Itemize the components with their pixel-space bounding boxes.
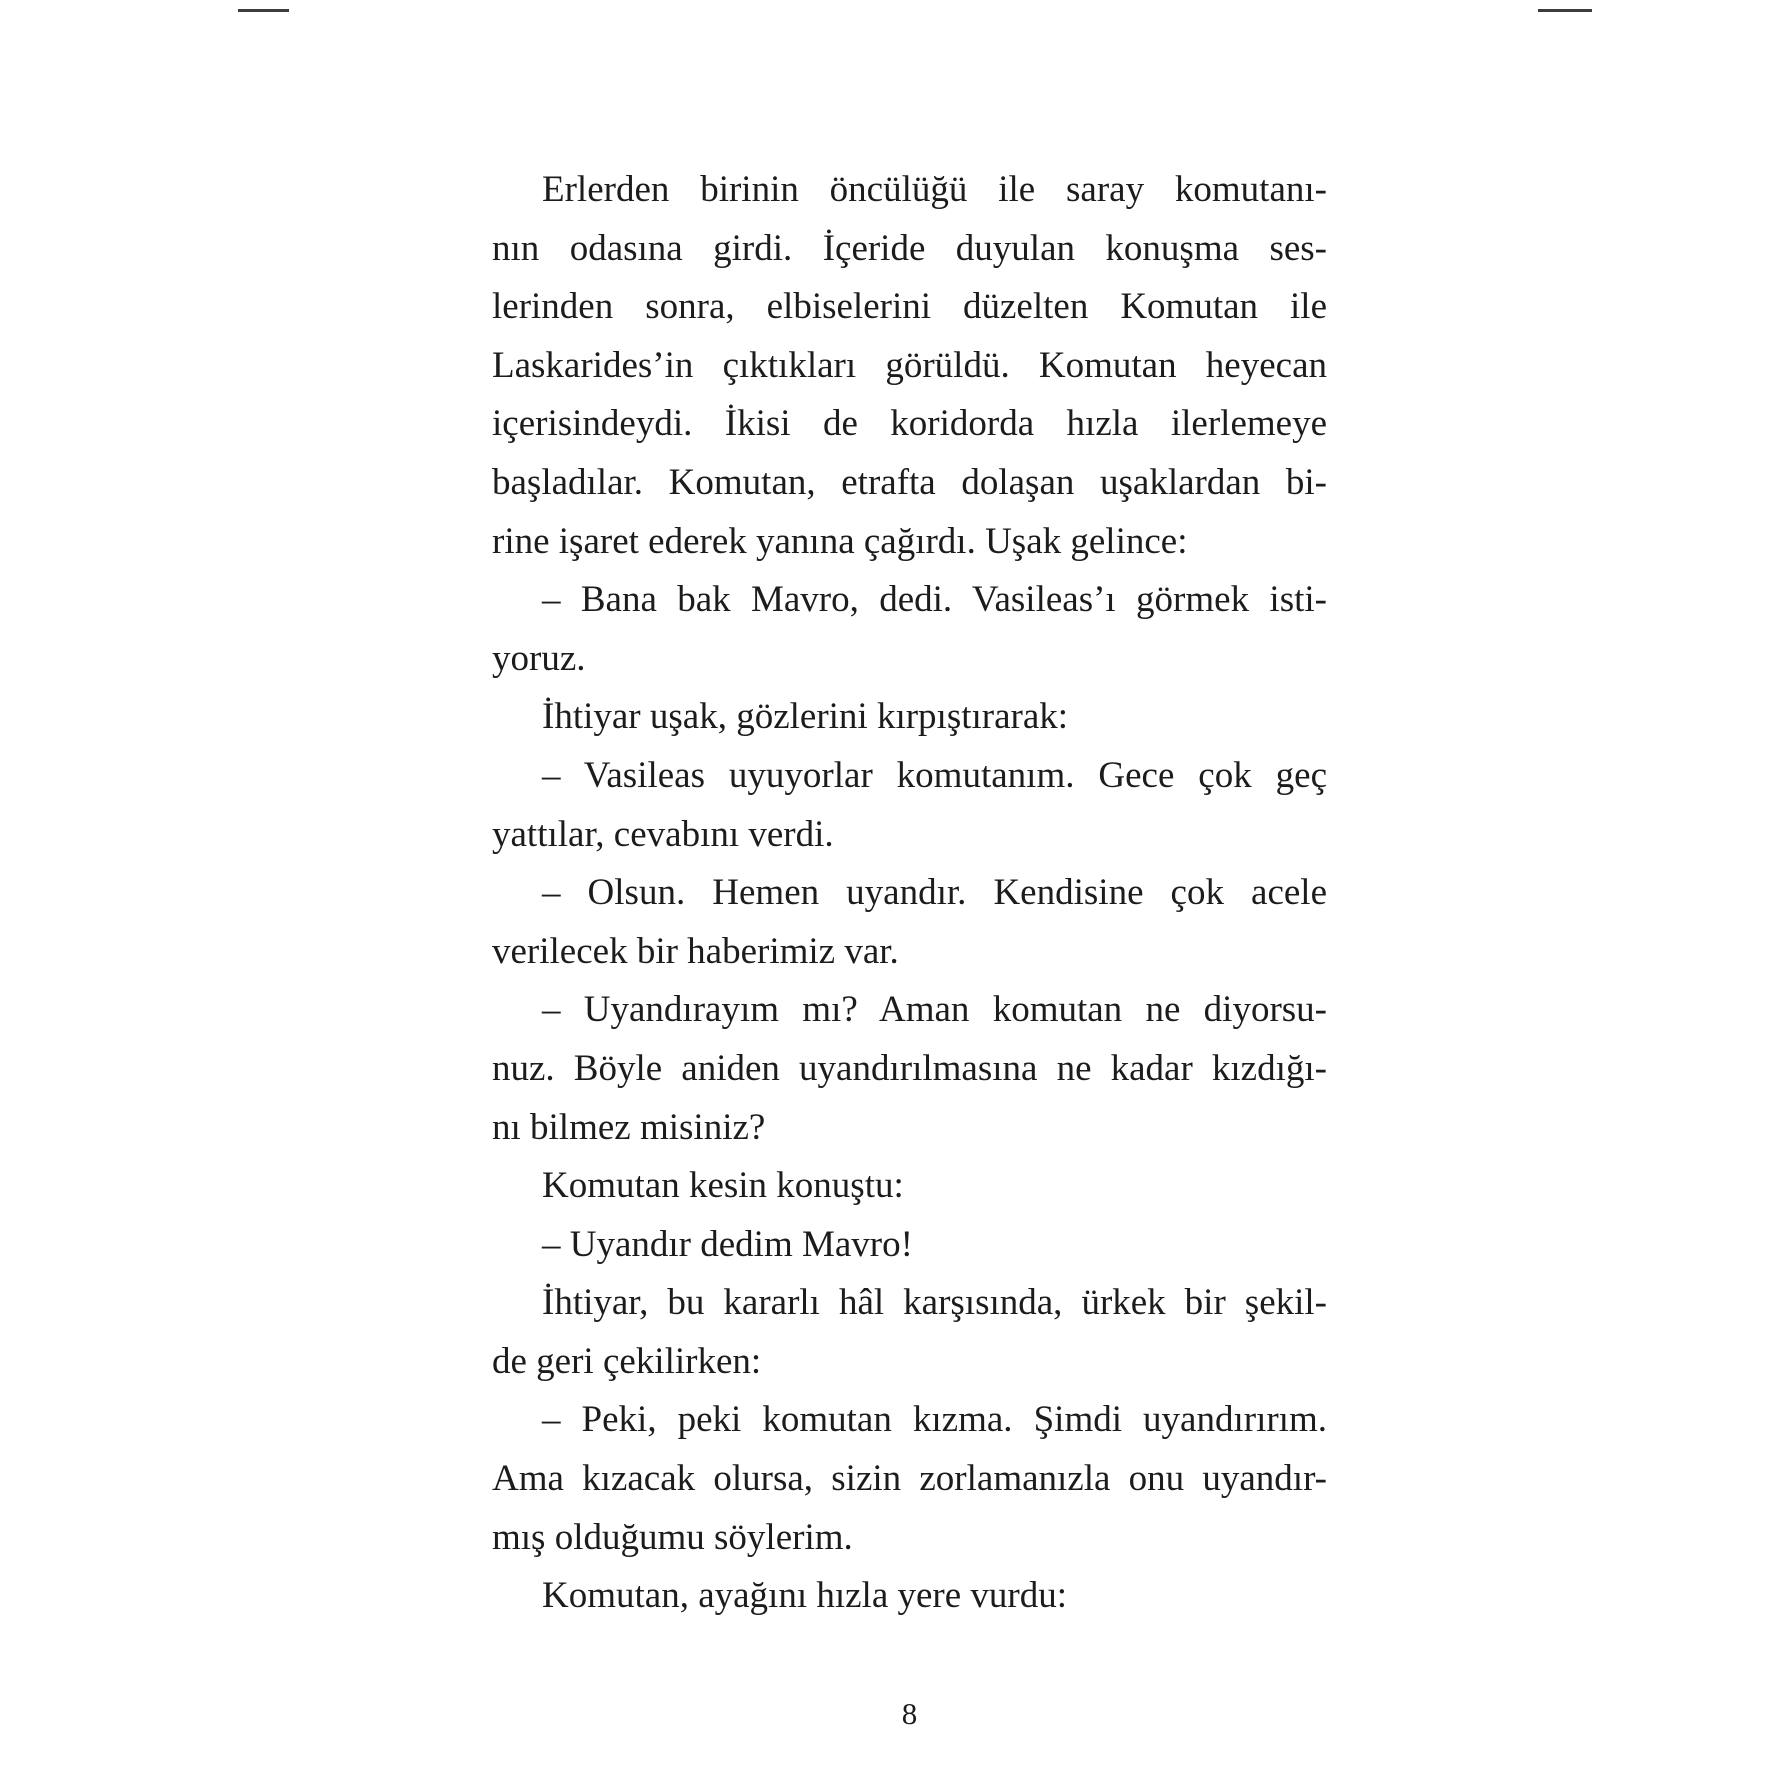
page-number: 8 xyxy=(901,1696,918,1731)
text-line: Laskarides’in çıktıkları görüldü. Komutan heyecan xyxy=(492,344,1327,386)
text-line: başladılar. Komutan, etrafta dolaşan uşaklardan bi- xyxy=(492,461,1327,503)
text-line: yoruz. xyxy=(492,637,586,679)
text-line: – Vasileas uyuyorlar komutanım. Gece çok geç xyxy=(542,754,1327,796)
text-line: Ama kızacak olursa, sizin zorlamanızla onu uyandır- xyxy=(492,1458,1327,1500)
text-line: Erlerden birinin öncülüğü ile saray komutanı- xyxy=(542,169,1327,210)
text-line: mış olduğumu söylerim. xyxy=(492,1516,853,1558)
text-line: – Peki, peki komutan kızma. Şimdi uyandırırım. xyxy=(542,1399,1327,1441)
text-line: nuz. Böyle aniden uyandırılmasına ne kadar kızdığı- xyxy=(492,1047,1327,1089)
text-line: – Uyandırayım mı? Aman komutan ne diyorsu- xyxy=(542,989,1327,1031)
text-line: – Olsun. Hemen uyandır. Kendisine çok acele xyxy=(542,872,1327,914)
text-line: içerisindeydi. İkisi de koridorda hızla ilerlemeye xyxy=(492,403,1327,445)
text-line: lerinden sonra, elbiselerini düzelten Komutan ile xyxy=(492,286,1327,328)
text-line: İhtiyar uşak, gözlerini kırpıştırarak: xyxy=(542,696,1069,738)
text-line: de geri çekilirken: xyxy=(492,1340,762,1382)
text-line: – Bana bak Mavro, dedi. Vasileas’ı görmek isti- xyxy=(542,579,1327,621)
text-line: – Uyandır dedim Mavro! xyxy=(542,1223,913,1265)
text-line: nı bilmez misiniz? xyxy=(492,1106,766,1148)
text-line: yattılar, cevabını verdi. xyxy=(492,813,834,855)
top-left-mark xyxy=(238,9,289,12)
top-right-mark xyxy=(1538,9,1592,12)
text-line: Komutan, ayağını hızla yere vurdu: xyxy=(542,1575,1068,1617)
text-line: rine işaret ederek yanına çağırdı. Uşak gelince: xyxy=(492,520,1188,562)
text-line: nın odasına girdi. İçeride duyulan konuşma ses- xyxy=(492,227,1327,269)
text-line: İhtiyar, bu kararlı hâl karşısında, ürkek bir şekil- xyxy=(542,1282,1327,1324)
text-block xyxy=(492,161,1327,1626)
text-line: verilecek bir haberimiz var. xyxy=(492,930,899,972)
text-line: Komutan kesin konuştu: xyxy=(542,1165,904,1207)
